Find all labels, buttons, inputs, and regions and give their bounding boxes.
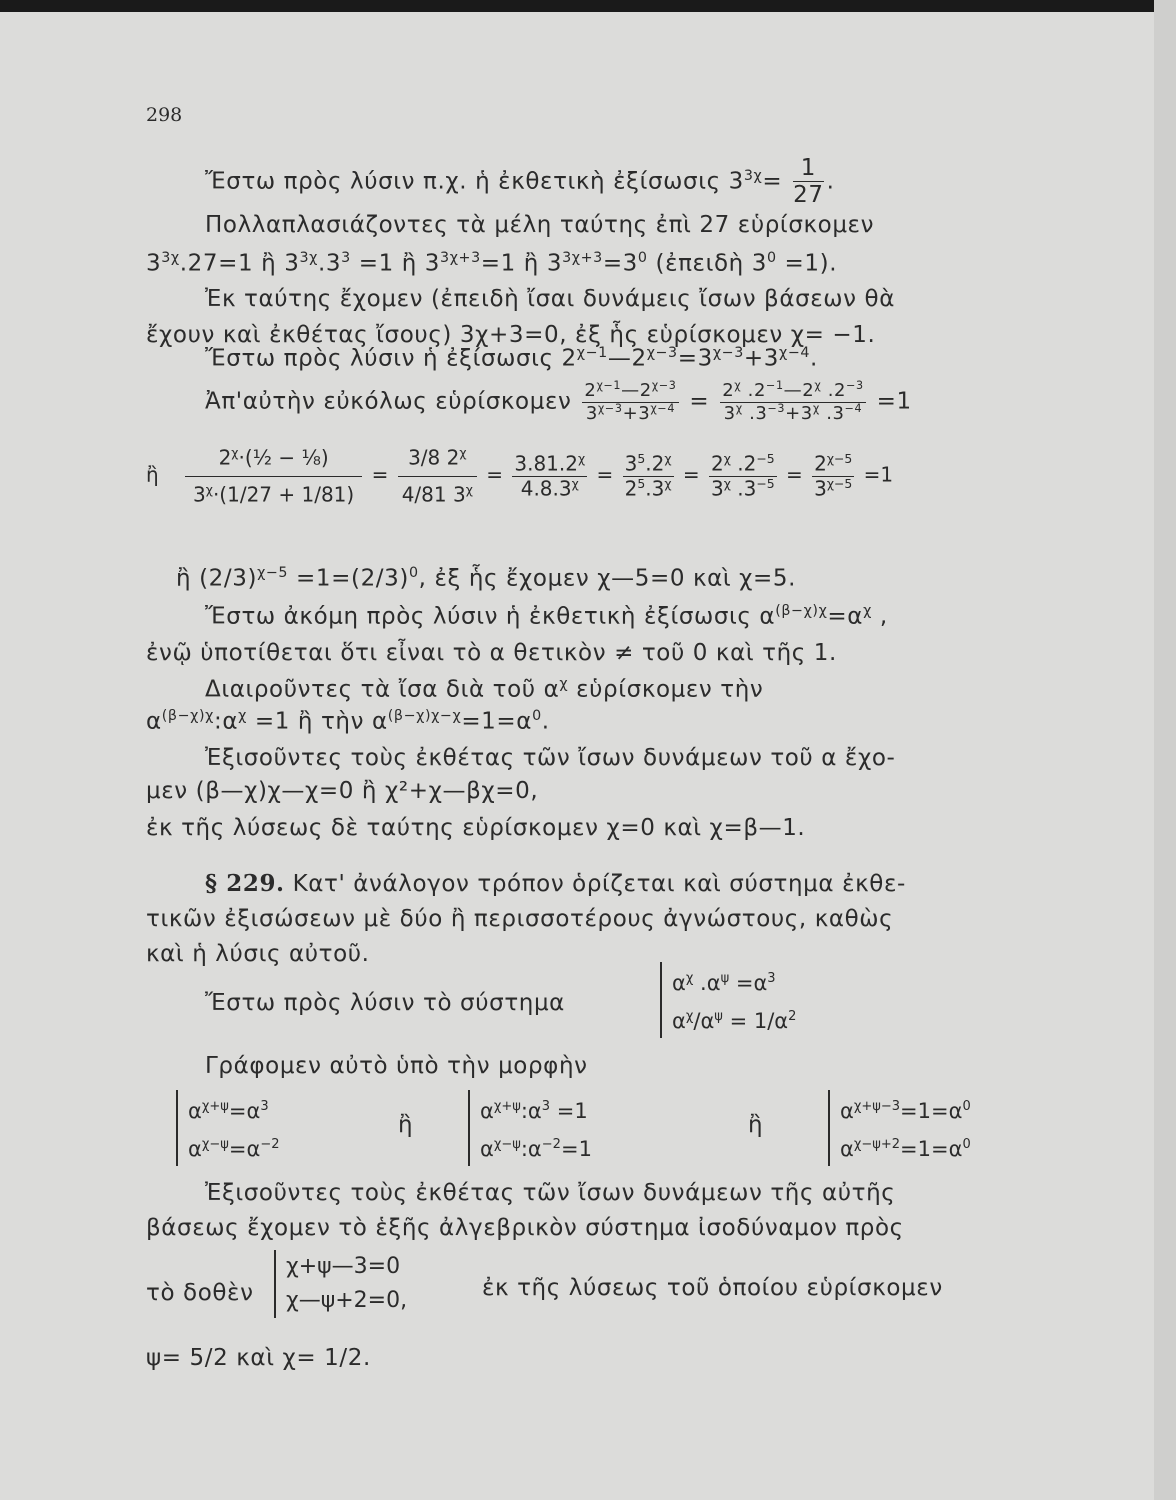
given-label: τὸ δοθὲν	[146, 1280, 254, 1306]
text-line: Ἐξισοῦντες τοὺς ἐκθέτας τῶν ἴσων δυνάμεων τῆς αὐτῆς	[205, 1180, 896, 1206]
fraction-denominator: 4/81 $3^\chi$	[401, 481, 473, 507]
scan-right-edge	[1154, 0, 1176, 1500]
system-equation: $\alpha^{\chi-\psi}:\alpha^{-2}=1$	[480, 1137, 592, 1161]
fraction	[812, 452, 854, 500]
fraction-numerator: $2^\chi$ $.2^{-5}$	[711, 451, 775, 476]
algebraic-system	[274, 1250, 407, 1318]
fraction-denominator: 27	[793, 182, 824, 209]
equals-one: =1	[876, 388, 912, 415]
equivalent-system-2	[468, 1090, 592, 1166]
text-line: καὶ ἡ λύσις αὐτοῦ.	[146, 941, 370, 967]
equals-one: =1	[863, 462, 894, 487]
system-equation: $\alpha^{\chi+\psi}=\alpha^3$	[188, 1099, 269, 1123]
example-2-result: ἢ $(2/3)^{\chi-5} =1=(2/3)^0$, ἐξ ἧς ἔχομεν χ—5=0 καὶ χ=5.	[176, 565, 797, 592]
fraction-denominator: $3^\chi$ $.3^{-3}+3^\chi$ $.3^{-4}$	[723, 401, 863, 424]
fraction	[623, 452, 674, 500]
fraction-numerator: $3.81.2^\chi$	[514, 451, 586, 476]
system-intro: Ἔστω πρὸς λύσιν τὸ σύστημα	[205, 990, 565, 1016]
fraction-denominator: $3^{\chi-3}+3^{\chi-4}$	[585, 401, 676, 424]
example-3-statement: Ἔστω ἀκόμη πρὸς λύσιν ἡ ἐκθετικὴ ἐξίσωσις $\alpha^{(\beta-\chi)\chi}=\alpha^\chi$ ,	[205, 603, 888, 630]
fraction-denominator: $3^\chi$ $.3^{-5}$	[711, 475, 775, 501]
section-number: § 229.	[205, 870, 285, 897]
text-line: Πολλαπλασιάζοντες τὰ μέλη ταύτης ἐπὶ 27 εὑρίσκομεν	[205, 212, 875, 238]
system-equation: $\alpha^{\chi+\psi-3}=1=\alpha^0$	[840, 1099, 971, 1123]
fraction	[709, 452, 777, 500]
text-line: ἐκ τῆς λύσεως δὲ ταύτης εὑρίσκομεν χ=0 καὶ χ=β—1.	[146, 815, 806, 841]
text-line: μεν (β—χ)χ—χ=0 ἢ χ²+χ—βχ=0,	[146, 778, 539, 804]
fraction-denominator: $2^5.3^\chi$	[624, 475, 672, 501]
text-line: Ἐξισοῦντες τοὺς ἐκθέτας τῶν ἴσων δυνάμεων τοῦ α ἔχο-	[205, 745, 896, 771]
text-line: Γράφομεν αὐτὸ ὑπὸ τὴν μορφὴν	[205, 1053, 588, 1079]
example-1-exponent: 3χ	[743, 167, 763, 184]
system-equation: $\alpha^{\chi-\psi}=\alpha^{-2}$	[188, 1137, 280, 1161]
text-line: Ἐκ ταύτης ἔχομεν (ἐπειδὴ ἴσαι δυνάμεις ἴσων βάσεων θὰ	[205, 286, 895, 312]
section-229-heading	[205, 870, 906, 897]
example-1-equals: =	[762, 168, 783, 195]
text-line: ἔχουν καὶ ἐκθέτας ἴσους) 3χ+3=0, ἐξ ἧς εὑρίσκομεν χ= −1.	[146, 322, 876, 348]
fraction-chain: ἢ $\frac{2^\chi\cdot(\frac{1}{2} - \frac{1}{8})}{3^\chi\cdot(1/27 + 1/81)}$ = $\frac{3/8 2^\chi}{4/81 3^\chi}$ = $\frac{3.81.2^\chi}{4.8.3^\chi}$ = $\frac{3^5.2^\chi}{2^5.3^\chi}$ = $\frac{2^\chi .2^{-5}}{3^\chi .3^{-5}}$ = $\frac{2^{\chi-5}}{3^{\chi-5}}$ =1	[146, 440, 893, 512]
given-system	[660, 962, 796, 1038]
fraction-numerator: $3^5.2^\chi$	[624, 451, 672, 476]
text-line: βάσεως ἔχομεν τὸ ἑξῆς ἀλγεβρικὸν σύστημα ἰσοδύναμον πρὸς	[146, 1215, 904, 1241]
section-text: Κατ' ἀνάλογον τρόπον ὁρίζεται καὶ σύστημα ἐκθε-	[284, 871, 906, 897]
fraction	[582, 380, 678, 424]
or-symbol: ἢ	[748, 1112, 764, 1138]
text-line: ἐνῷ ὑποτίθεται ὅτι εἶναι τὸ α θετικὸν ≠ τοῦ 0 καὶ τῆς 1.	[146, 640, 837, 666]
example-2-derivation: Ἀπ'αὐτὴν εὐκόλως εὑρίσκομεν $\frac{2^{\chi-1}—2^{\chi-3}}{3^{\chi-3}+3^{\chi-4}}$ = $\frac{2^\chi .2^{-1}—2^\chi .2^{-3}}{3^\chi .3^{-3}+3^\chi .3^{-4}}$ =1	[205, 379, 912, 424]
fraction-numerator: $2^\chi\cdot(\frac{1}{2}$ − ⅛)	[185, 440, 362, 477]
fraction-numerator: 3/8 $2^\chi$	[398, 440, 477, 477]
example-2-statement: Ἔστω πρὸς λύσιν ἡ ἐξίσωσις $2^{\chi-1}—2^{\chi-3}=3^{\chi-3}+3^{\chi-4}$.	[205, 345, 818, 372]
fraction	[720, 380, 866, 424]
fraction	[398, 440, 477, 512]
system-equation: χ—ψ+2=0,	[286, 1288, 408, 1313]
scan-top-edge	[0, 0, 1176, 12]
fraction-denominator: $3^{\chi-5}$	[814, 475, 853, 501]
system-equation: $\alpha^{\chi-\psi+2}=1=\alpha^0$	[840, 1137, 971, 1161]
equivalent-system-1	[176, 1090, 280, 1166]
fraction-numerator: $2^{\chi-1}—2^{\chi-3}$	[584, 379, 677, 401]
power-line: $3^{3\chi}.27=1$ ἢ $3^{3\chi}.3^3 =1$ ἢ $3^{3\chi+3}=1$ ἢ $3^{3\chi+3}=3^0$ (ἐπειδὴ $3^0 =1$).	[146, 250, 838, 277]
fraction	[512, 452, 587, 500]
or-symbol: ἢ	[398, 1112, 414, 1138]
fraction-denominator: $4.8.3^\chi$	[520, 475, 579, 501]
system-equation: $\alpha^{\chi+\psi}:\alpha^3 =1$	[480, 1099, 588, 1123]
fraction	[185, 440, 362, 512]
text-line: Διαιροῦντες τὰ ἴσα διὰ τοῦ $\alpha^\chi$ εὑρίσκομεν τὴν	[205, 676, 764, 703]
fraction-numerator: $2^{\chi-5}$	[814, 451, 853, 476]
fraction-numerator: $2^\chi$ $.2^{-1}—2^\chi$ $.2^{-3}$	[722, 379, 864, 401]
fraction-one-27	[793, 155, 823, 209]
page-number: 298	[146, 104, 183, 126]
example-2-from: Ἀπ'αὐτὴν εὐκόλως εὑρίσκομεν	[205, 388, 572, 415]
text-line: ἐκ τῆς λύσεως τοῦ ὁποίου εὑρίσκομεν	[482, 1275, 943, 1301]
fraction-denominator: $3^\chi\cdot(1/27 + 1/81)$	[193, 481, 355, 507]
final-solution: ψ= 5/2 καὶ χ= 1/2.	[146, 1345, 371, 1371]
system-equation: χ+ψ—3=0	[286, 1254, 401, 1279]
equivalent-system-3	[828, 1090, 971, 1166]
text-line: τικῶν ἐξισώσεων μὲ δύο ἢ περισσοτέρους ἀγνώστους, καθὼς	[146, 906, 894, 932]
system-equation: $\alpha^\chi/\alpha^\psi = 1/\alpha^2$	[672, 1009, 797, 1033]
fraction-numerator: 1	[793, 155, 823, 182]
example-1-statement: Ἔστω πρὸς λύσιν π.χ. ἡ ἐκθετικὴ ἐξίσωσις $3^{3\chi}=$ $\frac{1}{27}$ .	[205, 155, 835, 209]
division-line: $\alpha^{(\beta-\chi)\chi}:\alpha^\chi =1$ ἢ τὴν $\alpha^{(\beta-\chi)\chi-\chi}=1=\alpha^0$.	[146, 708, 550, 735]
or-symbol: ἢ	[146, 462, 159, 487]
example-1-intro: Ἔστω πρὸς λύσιν π.χ. ἡ ἐκθετικὴ ἐξίσωσις 3	[205, 168, 744, 195]
system-equation: $\alpha^\chi$ $.\alpha^\psi =\alpha^3$	[672, 971, 776, 995]
